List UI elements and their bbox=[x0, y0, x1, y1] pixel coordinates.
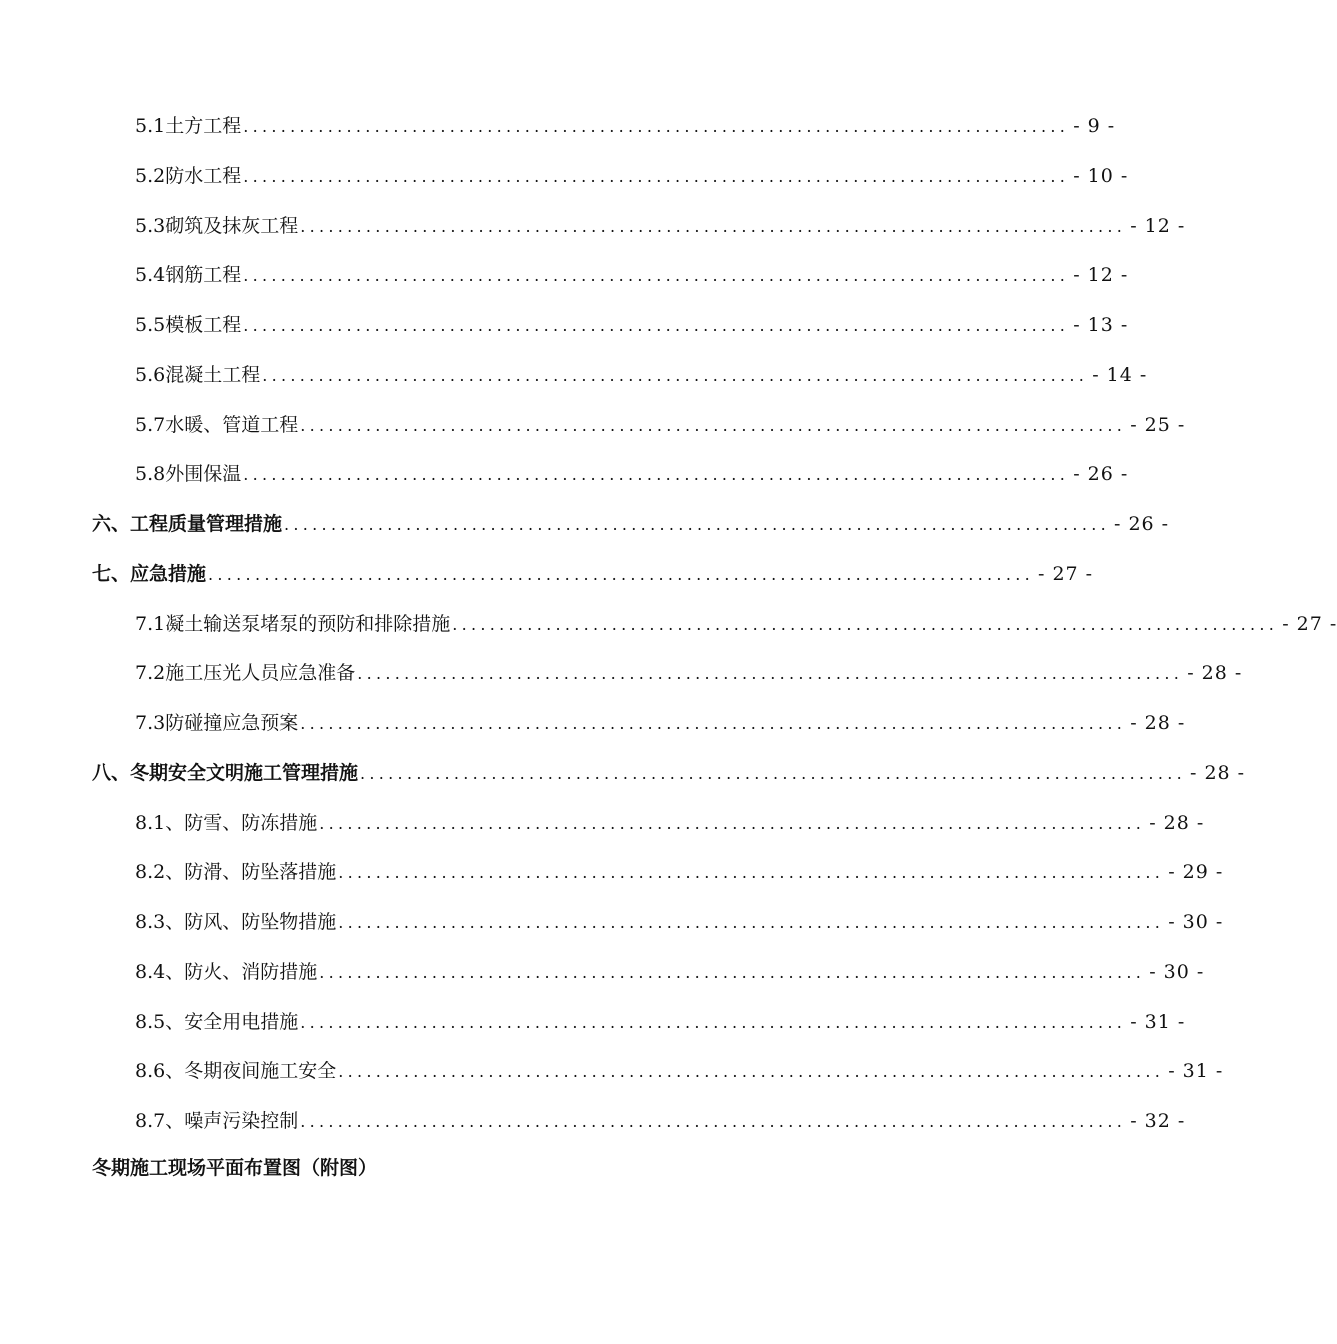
toc-entry-section-8[interactable] bbox=[92, 758, 1246, 788]
toc-entry-label: 5.8外围保温 bbox=[135, 463, 242, 485]
toc-entry-8-5[interactable] bbox=[135, 1007, 1186, 1037]
toc-entry-label: 5.7水暖、管道工程 bbox=[135, 414, 299, 436]
toc-entry-7-3[interactable] bbox=[135, 708, 1186, 738]
toc-page-number: - 26 - bbox=[1113, 513, 1170, 535]
toc-leader-dots: ........................................................................................ bbox=[300, 714, 1127, 733]
toc-leader-dots: ........................................................................................ bbox=[243, 117, 1070, 136]
toc-leader-dots: ........................................................................................ bbox=[208, 565, 1034, 584]
toc-page-number: - 14 - bbox=[1092, 364, 1148, 386]
toc-entry-label: 5.6混凝土工程 bbox=[135, 364, 261, 386]
toc-page-number: - 31 - bbox=[1168, 1060, 1224, 1082]
toc-entry-8-1[interactable] bbox=[135, 808, 1205, 838]
toc-leader-dots: ........................................................................................ bbox=[243, 266, 1070, 285]
toc-page-number: - 12 - bbox=[1130, 215, 1186, 237]
toc-entry-section-6[interactable] bbox=[92, 509, 1170, 539]
toc-page-number: - 25 - bbox=[1130, 414, 1186, 436]
toc-entry-label: 5.4钢筋工程 bbox=[135, 264, 242, 286]
toc-leader-dots: ........................................................................................ bbox=[262, 366, 1089, 385]
toc-entry-label: 7.2施工压光人员应急准备 bbox=[135, 662, 356, 684]
toc-page-number: - 30 - bbox=[1149, 961, 1205, 983]
toc-entry-label: 八、冬期安全文明施工管理措施 bbox=[92, 762, 359, 784]
toc-leader-dots: ........................................................................................ bbox=[319, 814, 1146, 833]
toc-leader-dots: ........................................................................................ bbox=[300, 1013, 1127, 1032]
toc-entry-label: 5.5模板工程 bbox=[135, 314, 242, 336]
toc-entry-5-1[interactable] bbox=[135, 111, 1116, 141]
toc-entry-8-2[interactable] bbox=[135, 857, 1224, 887]
toc-page-number: - 29 - bbox=[1168, 861, 1224, 883]
toc-leader-dots: ........................................................................................ bbox=[452, 615, 1279, 634]
toc-entry-5-7[interactable] bbox=[135, 410, 1186, 440]
toc-entry-label: 六、工程质量管理措施 bbox=[92, 513, 283, 535]
toc-appendix-heading[interactable]: 冬期施工现场平面布置图（附图） bbox=[92, 1157, 378, 1179]
toc-page-number: - 32 - bbox=[1130, 1110, 1186, 1132]
toc-entry-5-6[interactable] bbox=[135, 360, 1148, 390]
toc-entry-8-6[interactable] bbox=[135, 1056, 1224, 1086]
toc-leader-dots: ........................................................................................ bbox=[300, 1112, 1127, 1131]
toc-leader-dots: ........................................................................................ bbox=[243, 316, 1070, 335]
toc-leader-dots: ........................................................................................ bbox=[300, 217, 1127, 236]
toc-entry-label: 8.6、冬期夜间施工安全 bbox=[135, 1060, 337, 1082]
toc-entry-label: 8.5、安全用电措施 bbox=[135, 1011, 299, 1033]
toc-page-number: - 27 - bbox=[1037, 563, 1094, 585]
toc-entry-8-4[interactable] bbox=[135, 957, 1205, 987]
toc-entry-7-2[interactable] bbox=[135, 658, 1243, 688]
toc-entry-section-7[interactable] bbox=[92, 559, 1094, 589]
toc-entry-7-1[interactable] bbox=[135, 609, 1337, 639]
toc-entry-label: 5.2防水工程 bbox=[135, 165, 242, 187]
toc-entry-label: 8.1、防雪、防冻措施 bbox=[135, 812, 318, 834]
toc-page-number: - 12 - bbox=[1073, 264, 1129, 286]
toc-page-number: - 10 - bbox=[1073, 165, 1129, 187]
toc-page-number: - 13 - bbox=[1073, 314, 1129, 336]
toc-entry-label: 8.4、防火、消防措施 bbox=[135, 961, 318, 983]
toc-entry-5-5[interactable] bbox=[135, 310, 1129, 340]
toc-leader-dots: ........................................................................................ bbox=[338, 1062, 1165, 1081]
toc-leader-dots: ........................................................................................ bbox=[338, 913, 1165, 932]
toc-page-number: - 28 - bbox=[1187, 662, 1243, 684]
toc-entry-5-8[interactable] bbox=[135, 459, 1129, 489]
toc-entry-label: 7.1凝土输送泵堵泵的预防和排除措施 bbox=[135, 613, 451, 635]
toc-leader-dots: ........................................................................................ bbox=[338, 863, 1165, 882]
toc-entry-label: 5.1土方工程 bbox=[135, 115, 242, 137]
toc-entry-label: 8.3、防风、防坠物措施 bbox=[135, 911, 337, 933]
toc-page-number: - 9 - bbox=[1073, 115, 1116, 137]
toc-entry-label: 七、应急措施 bbox=[92, 563, 207, 585]
toc-entry-5-4[interactable] bbox=[135, 260, 1129, 290]
toc-page-number: - 28 - bbox=[1149, 812, 1205, 834]
toc-entry-8-7[interactable] bbox=[135, 1106, 1186, 1136]
toc-page-number: - 27 - bbox=[1282, 613, 1337, 635]
toc-entry-8-3[interactable] bbox=[135, 907, 1224, 937]
toc-leader-dots: ........................................................................................ bbox=[284, 515, 1110, 534]
toc-leader-dots: ........................................................................................ bbox=[300, 416, 1127, 435]
toc-leader-dots: ........................................................................................ bbox=[319, 963, 1146, 982]
toc-leader-dots: ........................................................................................ bbox=[243, 465, 1070, 484]
toc-entry-5-2[interactable] bbox=[135, 161, 1129, 191]
toc-entry-label: 8.7、噪声污染控制 bbox=[135, 1110, 299, 1132]
toc-leader-dots: ........................................................................................ bbox=[360, 764, 1186, 783]
toc-page-number: - 30 - bbox=[1168, 911, 1224, 933]
toc-page-number: - 28 - bbox=[1130, 712, 1186, 734]
toc-page-number: - 28 - bbox=[1189, 762, 1246, 784]
toc-page-number: - 31 - bbox=[1130, 1011, 1186, 1033]
toc-entry-label: 7.3防碰撞应急预案 bbox=[135, 712, 299, 734]
toc-page-number: - 26 - bbox=[1073, 463, 1129, 485]
toc-entry-label: 5.3砌筑及抹灰工程 bbox=[135, 215, 299, 237]
toc-entry-5-3[interactable] bbox=[135, 211, 1186, 241]
toc-leader-dots: ........................................................................................ bbox=[243, 167, 1070, 186]
toc-leader-dots: ........................................................................................ bbox=[357, 664, 1184, 683]
toc-entry-label: 8.2、防滑、防坠落措施 bbox=[135, 861, 337, 883]
